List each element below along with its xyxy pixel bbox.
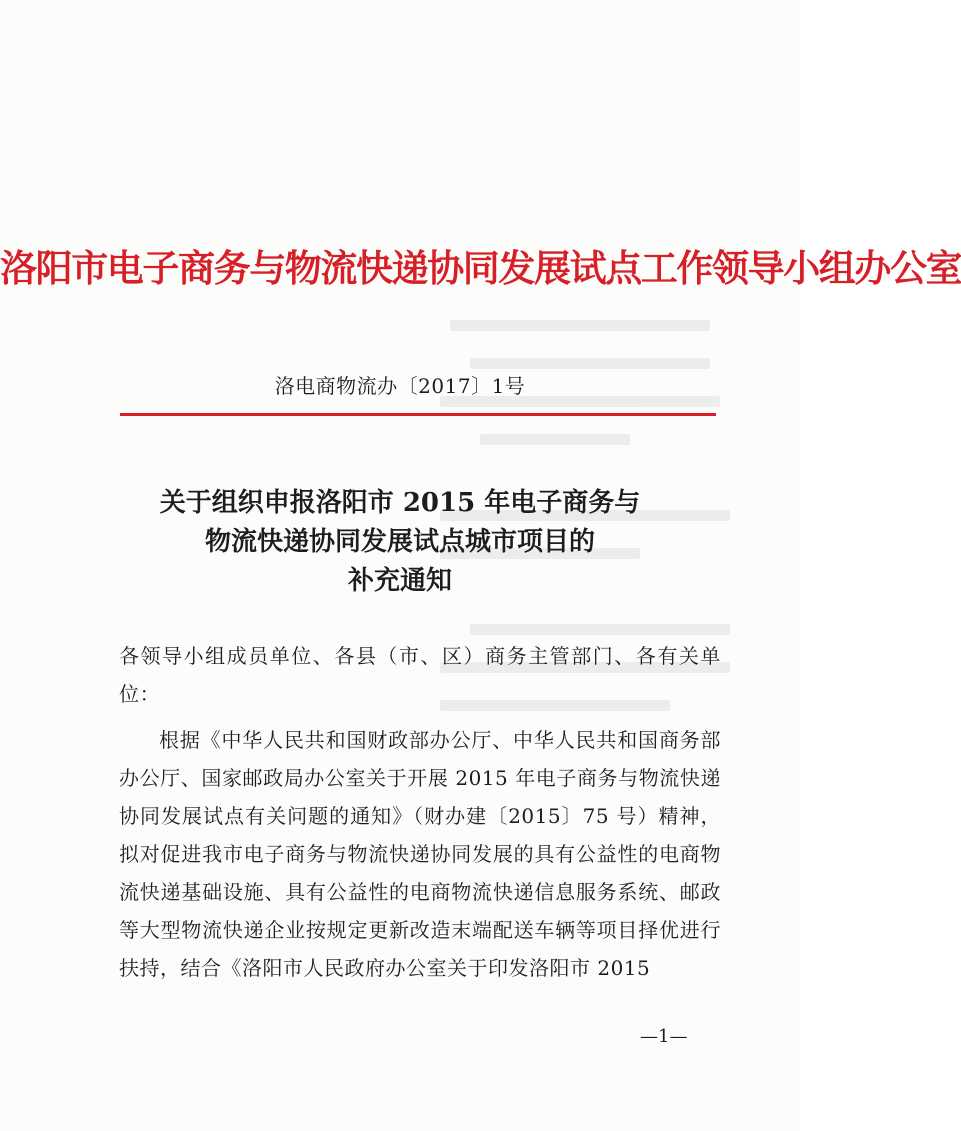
body-paragraph: 根据《中华人民共和国财政部办公厅、中华人民共和国商务部办公厅、国家邮政局办公室关于开展 2015 年电子商务与物流快递协同发展试点有关问题的通知》（财办建〔2015〕75 号）精神，拟对促进我市电子商务与物流快递协同发展的具有公益性的电商物流快递基础设施、具有公益性的电商物流快递信息服务系统、邮政等大型物流快递企业按规定更新改造末端配送车辆等项目择优进行扶持，结合《洛阳市人民政府办公室关于印发洛阳市 2015 (119, 728, 721, 980)
addressee-line: 各领导小组成员单位、各县（市、区）商务主管部门、各有关单位： (119, 644, 721, 706)
page-number: —1— (640, 1026, 688, 1047)
notice-title (0, 484, 800, 601)
document-number: 洛电商物流办〔2017〕1号 (274, 374, 526, 398)
issuing-office-header: 洛阳市电子商务与物流快递协同发展试点工作领导小组办公室 (0, 246, 961, 290)
notice-title-line-3: 补充通知 (347, 566, 452, 596)
notice-title-line-2: 物流快递协同发展试点城市项目的 (204, 527, 595, 557)
red-divider-line (120, 413, 716, 416)
notice-title-line-1: 关于组织申报洛阳市 2015 年电子商务与 (159, 488, 641, 518)
